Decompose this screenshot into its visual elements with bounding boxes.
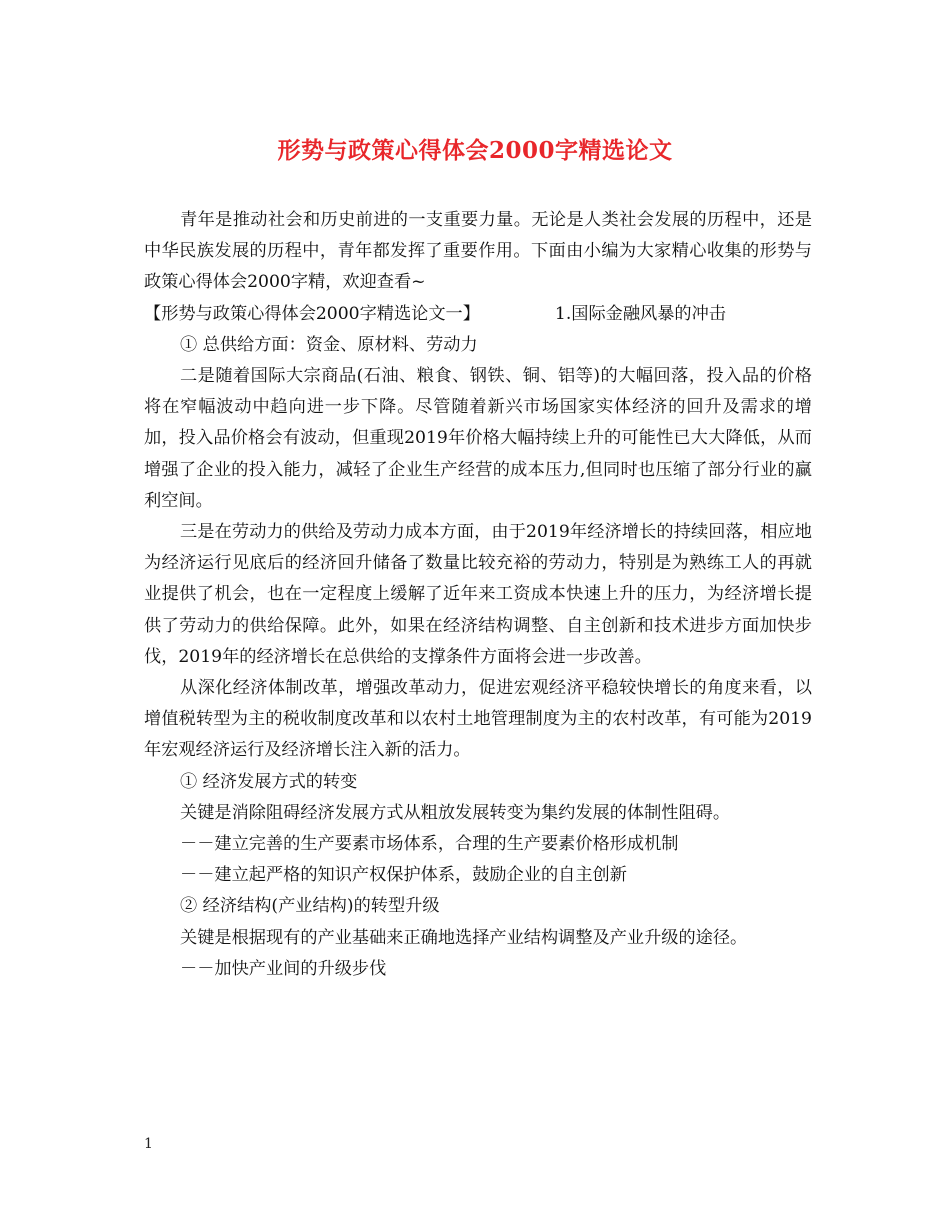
- list-item-ip-protection: －－建立起严格的知识产权保护体系，鼓励企业的自主创新: [180, 865, 627, 886]
- paragraph-commodities: 二是随着国际大宗商品(石油、粮食、钢铁、铜、铝等)的大幅回落，投入品的价格将在窄幅波动中趋向进一步下降。尽管随着新兴市场国家实体经济的回升及需求的增加，投入品价格会有波动，但重现2019年价格大幅持续上升的可能性已大大降低，从而增强了企业的投入能力，减轻了企业生产经营的成本压力,但同时也压缩了部分行业的赢利空间。: [144, 366, 812, 511]
- list-item-development-mode: ① 经济发展方式的转变: [180, 771, 358, 792]
- paragraph-labor: 三是在劳动力的供给及劳动力成本方面，由于2019年经济增长的持续回落，相应地为经济运行见底后的经济回升储备了数量比较充裕的劳动力，特别是为熟练工人的再就业提供了机会，也在一定程度上缓解了近年来工资成本快速上升的压力，为经济增长提供了劳动力的供给保障。此外，如果在经济结构调整、自主创新和技术进步方面加快步伐，2019年的经济增长在总供给的支撑条件方面将会进一步改善。: [144, 522, 812, 667]
- paragraph-intro: 青年是推动社会和历史前进的一支重要力量。无论是人类社会发展的历程中，还是中华民族发展的历程中，青年都发挥了重要作用。下面由小编为大家精心收集的形势与政策心得体会2000字精，欢迎查看~: [144, 210, 812, 293]
- subsection-heading: 1.国际金融风暴的冲击: [554, 303, 726, 324]
- list-item-accelerate: －－加快产业间的升级步伐: [180, 958, 387, 979]
- paragraph-key-obstacle: 关键是消除阻碍经济发展方式从粗放发展转变为集约发展的体制性阻碍。: [180, 802, 731, 823]
- paragraph-reform: 从深化经济体制改革，增强改革动力，促进宏观经济平稳较快增长的角度来看，以增值税转型为主的税收制度改革和以农村土地管理制度为主的农村改革，有可能为2019年宏观经济运行及经济增长注入新的活力。: [144, 678, 812, 761]
- list-item-structure-upgrade: ② 经济结构(产业结构)的转型升级: [180, 896, 440, 917]
- page-number: 1: [144, 1136, 153, 1152]
- list-item-market-system: －－建立完善的生产要素市场体系，合理的生产要素价格形成机制: [180, 834, 679, 855]
- paragraph-key-industry: 关键是根据现有的产业基础来正确地选择产业结构调整及产业升级的途径。: [180, 927, 748, 948]
- section-heading-line: [144, 299, 812, 330]
- list-item-supply: ① 总供给方面：资金、原材料、劳动力: [180, 334, 478, 355]
- document-body: [144, 205, 812, 985]
- document-title: 形势与政策心得体会2000字精选论文: [277, 137, 673, 164]
- section-heading: 【形势与政策心得体会2000字精选论文一】: [144, 303, 480, 324]
